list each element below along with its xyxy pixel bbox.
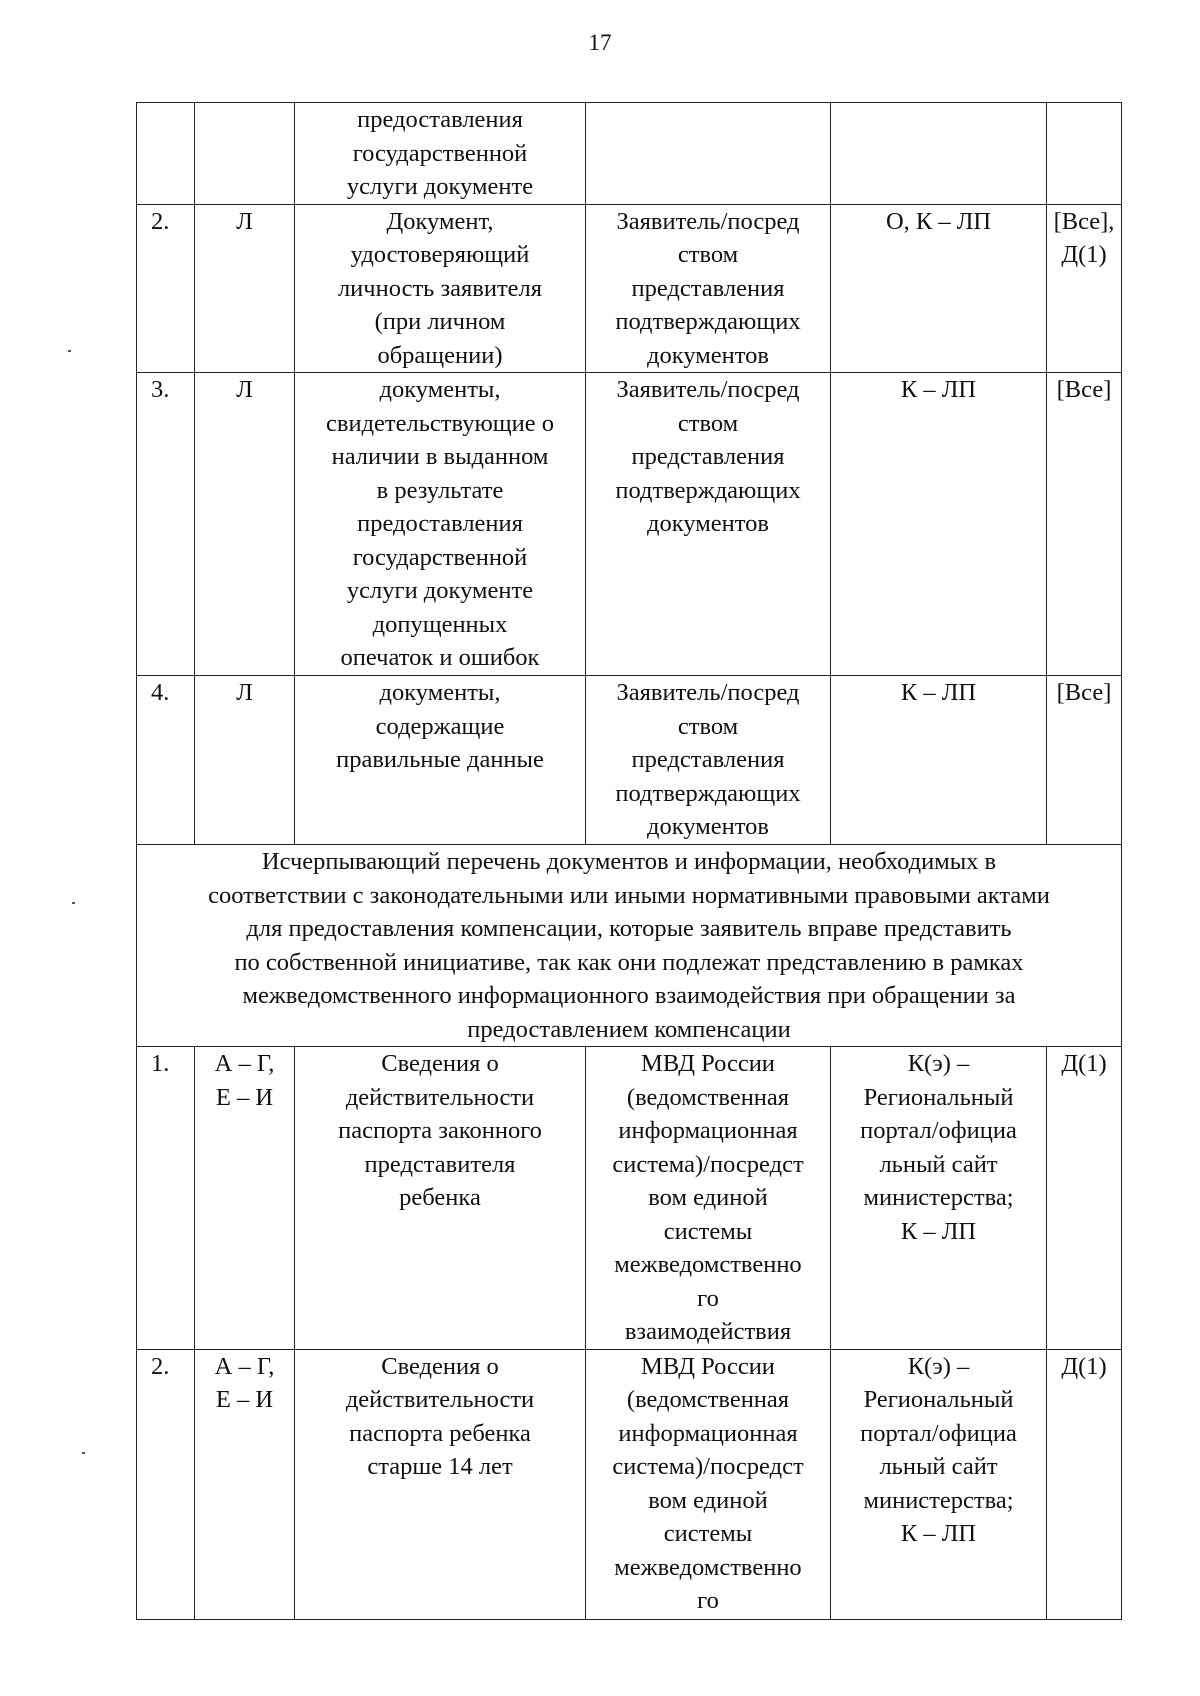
document-note: [Все] [1047, 373, 1122, 676]
applicant-category: А – Г, Е – И [195, 1349, 295, 1619]
table-row [137, 676, 1122, 845]
table-row [137, 103, 1122, 205]
scan-speck [72, 902, 75, 904]
document-name: документы, свидетельствующие о наличии в выданном в результате предоставления государственной услуги документе допущенных опечаток и ошибок [295, 373, 586, 676]
scan-speck [68, 350, 71, 352]
table-row [137, 373, 1122, 676]
applicant-category: Л [195, 373, 295, 676]
document-note: Д(1) [1047, 1349, 1122, 1619]
document-note: [Все], Д(1) [1047, 204, 1122, 373]
document-name: Сведения о действительности паспорта законного представителя ребенка [295, 1047, 586, 1350]
submission-method: К – ЛП [831, 676, 1047, 845]
document-name: Сведения о действительности паспорта ребенка старше 14 лет [295, 1349, 586, 1619]
document-name: документы, содержащие правильные данные [295, 676, 586, 845]
applicant-category [195, 103, 295, 205]
row-number: 3. [137, 373, 195, 676]
table-row [137, 1349, 1122, 1619]
document-source [586, 103, 831, 205]
document-source: Заявитель/посред ством представления подтверждающих документов [586, 204, 831, 373]
document-note: Д(1) [1047, 1047, 1122, 1350]
submission-method [831, 103, 1047, 205]
applicant-category: А – Г, Е – И [195, 1047, 295, 1350]
document-note: [Все] [1047, 676, 1122, 845]
document-source: МВД России (ведомственная информационная система)/посредст вом единой системы межведомственно го взаимодействия [586, 1047, 831, 1350]
submission-method: К(э) – Региональный портал/официа льный сайт министерства; К – ЛП [831, 1047, 1047, 1350]
section-header-row [137, 845, 1122, 1047]
submission-method: К – ЛП [831, 373, 1047, 676]
document-note [1047, 103, 1122, 205]
submission-method: О, К – ЛП [831, 204, 1047, 373]
applicant-category: Л [195, 204, 295, 373]
table-row [137, 204, 1122, 373]
scan-speck [82, 1452, 85, 1454]
document-source: МВД России (ведомственная информационная система)/посредст вом единой системы межведомственно го [586, 1349, 831, 1619]
table-row [137, 1047, 1122, 1350]
row-number: 2. [137, 1349, 195, 1619]
document-name: Документ, удостоверяющий личность заявителя (при личном обращении) [295, 204, 586, 373]
row-number [137, 103, 195, 205]
row-number: 2. [137, 204, 195, 373]
page-number: 17 [588, 30, 612, 55]
document-source: Заявитель/посред ством представления подтверждающих документов [586, 676, 831, 845]
document-source: Заявитель/посред ством представления подтверждающих документов [586, 373, 831, 676]
row-number: 4. [137, 676, 195, 845]
applicant-category: Л [195, 676, 295, 845]
submission-method: К(э) – Региональный портал/официа льный сайт министерства; К – ЛП [831, 1349, 1047, 1619]
documents-table [136, 102, 1122, 1620]
row-number: 1. [137, 1047, 195, 1350]
section-header: Исчерпывающий перечень документов и информации, необходимых в соответствии с законодательными или иными нормативными правовыми актами для предоставления компенсации, которые заявитель вправе представить по собственной инициативе, так как они подлежат представлению в рамках межведомственного информационного взаимодействия при обращении за предоставлением компенсации [137, 845, 1122, 1047]
document-name: предоставления государственной услуги документе [295, 103, 586, 205]
